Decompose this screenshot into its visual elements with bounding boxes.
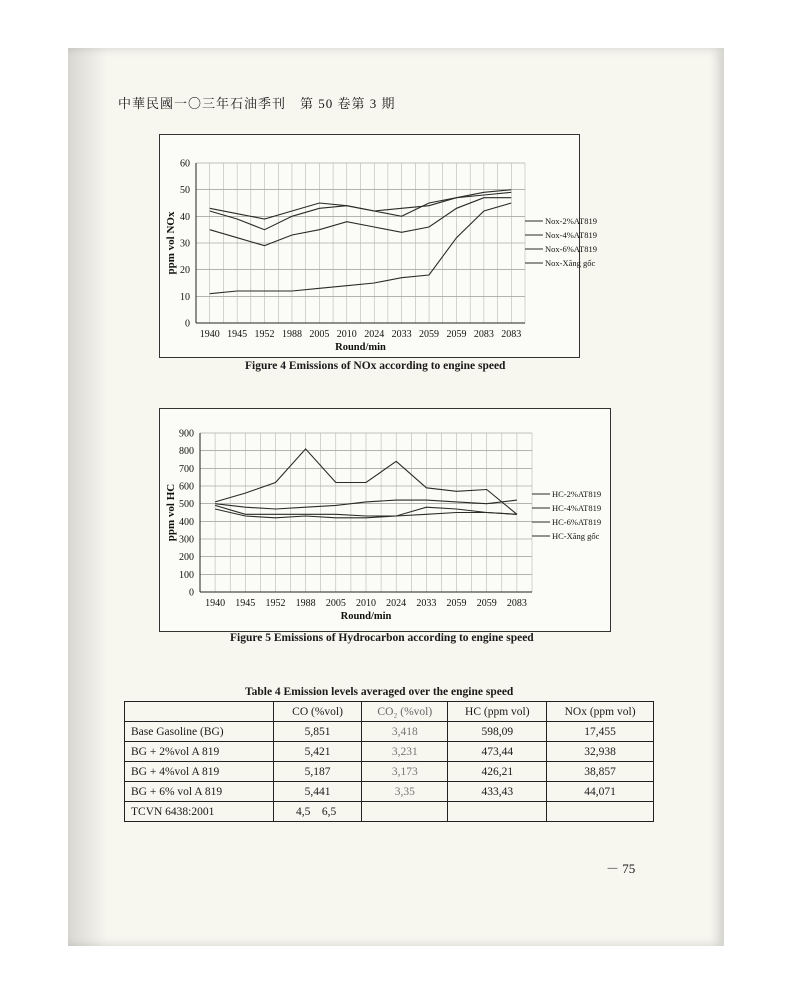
table-cell: 473,44 — [448, 742, 547, 762]
emission-table — [124, 701, 654, 822]
fig4-y-tick-label: 10 — [180, 291, 190, 303]
table-header-cell: CO₂ (%vol) — [362, 702, 448, 722]
fig5-y-tick-label: 300 — [179, 534, 194, 546]
table-cell: 4,5 6,5 — [274, 802, 362, 822]
fig4-x-tick-label: 2059 — [446, 329, 467, 340]
table-cell: 38,857 — [547, 762, 654, 782]
fig5-x-tick-label: 1940 — [205, 598, 226, 609]
table-cell: 3,173 — [362, 762, 448, 782]
table-cell: BG + 4%vol A 819 — [125, 762, 274, 782]
table-cell: 5,187 — [274, 762, 362, 782]
table-cell: 3,35 — [362, 782, 448, 802]
fig5-x-tick-label: 2083 — [506, 598, 527, 609]
fig5-y-tick-label: 400 — [179, 516, 194, 528]
table-header-cell: CO (%vol) — [274, 702, 362, 722]
fig5-y-tick-label: 700 — [179, 463, 194, 475]
fig5-x-axis-title: Round/min — [340, 611, 392, 622]
fig4-y-tick-label: 50 — [180, 185, 190, 197]
fig4-x-tick-label: 2083 — [473, 329, 494, 340]
table-cell: Base Gasoline (BG) — [125, 722, 274, 742]
fig5-x-tick-label: 1952 — [265, 598, 286, 609]
fig4-legend-entry: Nox-Xăng gốc — [545, 258, 596, 268]
table-row — [125, 782, 654, 802]
fig4-legend-entry: Nox-2%AT819 — [545, 216, 597, 226]
fig5-legend-entry: HC-6%AT819 — [552, 517, 602, 527]
table-cell: 426,21 — [448, 762, 547, 782]
table-cell: BG + 2%vol A 819 — [125, 742, 274, 762]
table-cell: 32,938 — [547, 742, 654, 762]
fig5-legend-entry: HC-4%AT819 — [552, 503, 602, 513]
table-cell: 433,43 — [448, 782, 547, 802]
fig5-x-tick-label: 2059 — [476, 598, 497, 609]
table-header-cell — [125, 702, 274, 722]
table-row — [125, 742, 654, 762]
table-cell: 3,418 — [362, 722, 448, 742]
fig4-y-axis-title: ppm vol NOx — [165, 211, 177, 275]
fig5-legend-entry: HC-Xăng gốc — [552, 531, 600, 541]
fig5-x-tick-label: 2010 — [356, 598, 376, 609]
fig4-x-tick-label: 1988 — [281, 329, 302, 340]
fig4-x-tick-label: 1940 — [199, 329, 220, 340]
table-cell: 5,441 — [274, 782, 362, 802]
fig4-y-tick-label: 60 — [180, 158, 190, 170]
running-header: 中華民國一〇三年石油季刊 第 50 卷第 3 期 — [118, 96, 396, 111]
fig5-legend-entry: HC-2%AT819 — [552, 489, 602, 499]
figure5-caption: Figure 5 Emissions of Hydrocarbon according to engine speed — [230, 632, 534, 644]
figure4-chart-frame — [159, 134, 597, 358]
fig5-y-tick-label: 800 — [179, 446, 194, 458]
fig4-x-tick-label: 1945 — [227, 329, 248, 340]
table-cell — [547, 802, 654, 822]
fig5-x-tick-label: 1945 — [235, 598, 256, 609]
fig5-x-tick-label: 2024 — [386, 598, 407, 609]
table-header-cell: HC (ppm vol) — [448, 702, 547, 722]
table-cell: 5,421 — [274, 742, 362, 762]
table-header-cell: NOx (ppm vol) — [547, 702, 654, 722]
table-cell: 3,231 — [362, 742, 448, 762]
fig5-y-tick-label: 0 — [189, 587, 194, 599]
table-cell: 598,09 — [448, 722, 547, 742]
fig4-x-axis-title: Round/min — [335, 342, 386, 353]
fig4-x-tick-label: 1952 — [254, 329, 275, 340]
fig4-y-tick-label: 30 — [180, 238, 190, 250]
fig4-x-tick-label: 2024 — [364, 329, 385, 340]
table-row — [125, 762, 654, 782]
table-cell — [448, 802, 547, 822]
figure5-chart — [160, 409, 610, 631]
fig5-y-tick-label: 200 — [179, 552, 194, 564]
figure4-caption: Figure 4 Emissions of NOx according to engine speed — [245, 360, 506, 372]
figure4-chart — [160, 135, 597, 357]
fig4-x-tick-label: 2005 — [309, 329, 330, 340]
table-cell — [362, 802, 448, 822]
fig5-y-tick-label: 500 — [179, 499, 194, 511]
fig4-x-tick-label: 2059 — [419, 329, 440, 340]
fig4-x-tick-label: 2010 — [336, 329, 357, 340]
fig4-y-tick-label: 0 — [185, 318, 190, 330]
fig5-y-tick-label: 100 — [179, 569, 194, 581]
page-number: － 75 — [606, 861, 636, 876]
fig5-x-tick-label: 2033 — [416, 598, 437, 609]
table-row — [125, 802, 654, 822]
table-cell: 44,071 — [547, 782, 654, 802]
table-header-row — [125, 702, 654, 722]
table-cell: 5,851 — [274, 722, 362, 742]
figure5-chart-frame — [159, 408, 611, 632]
table-cell: TCVN 6438:2001 — [125, 802, 274, 822]
fig4-y-tick-label: 40 — [180, 211, 190, 223]
fig4-legend-entry: Nox-6%AT819 — [545, 244, 597, 254]
fig4-x-tick-label: 2033 — [391, 329, 412, 340]
table-row — [125, 722, 654, 742]
fig5-x-tick-label: 2005 — [325, 598, 346, 609]
fig5-y-tick-label: 600 — [179, 481, 194, 493]
fig5-y-tick-label: 900 — [179, 428, 194, 440]
table-cell: BG + 6% vol A 819 — [125, 782, 274, 802]
table-cell: 17,455 — [547, 722, 654, 742]
fig5-x-tick-label: 1988 — [295, 598, 316, 609]
fig4-x-tick-label: 2083 — [501, 329, 522, 340]
fig4-legend-entry: Nox-4%AT819 — [545, 230, 597, 240]
fig5-y-axis-title: ppm vol HC — [165, 483, 177, 542]
table4-title: Table 4 Emission levels averaged over the engine speed — [245, 686, 514, 698]
fig5-x-tick-label: 2059 — [446, 598, 467, 609]
fig4-y-tick-label: 20 — [180, 265, 190, 277]
